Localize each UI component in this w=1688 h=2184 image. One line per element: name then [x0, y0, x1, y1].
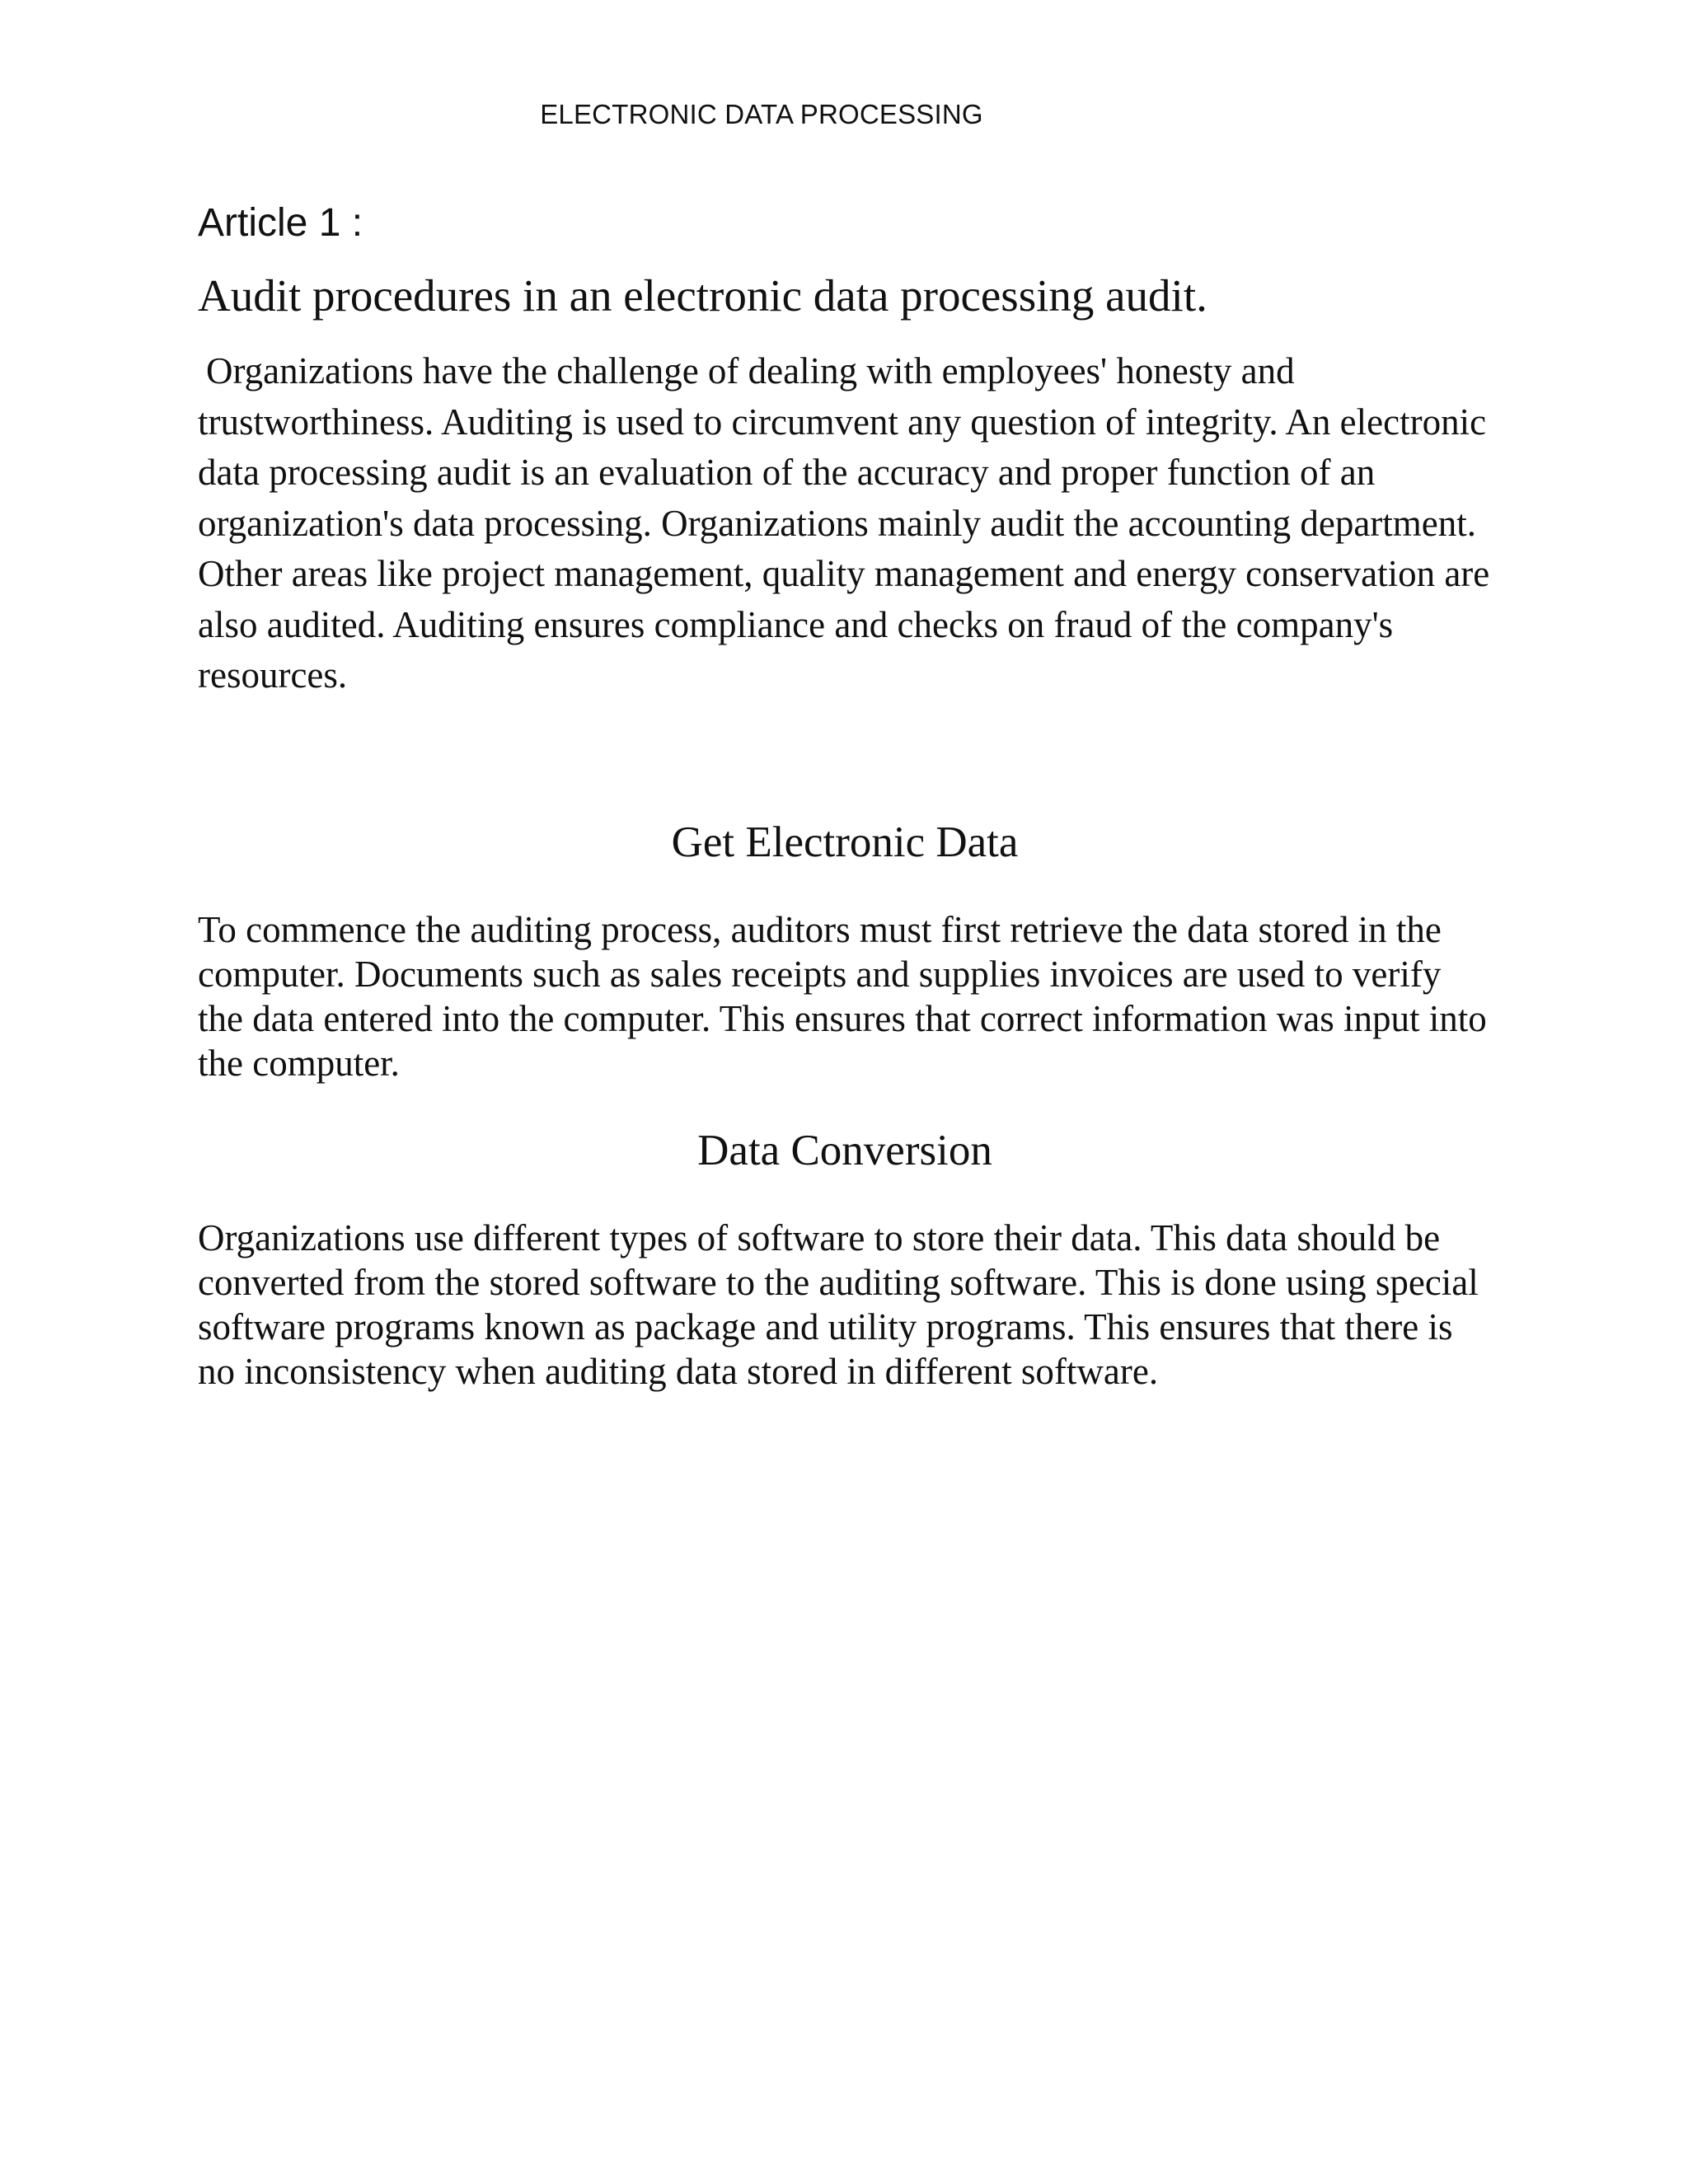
section-body-data-conversion: Organizations use different types of software to store their data. This data should be converted from the stored software to the auditing software. This is done using special software programs known as package and utility programs. This ensures that there is no inconsistency when auditing data stored in different software. [198, 1216, 1479, 1392]
section-heading-data-conversion: Data Conversion [697, 1126, 992, 1174]
section-heading-get-electronic-data: Get Electronic Data [671, 818, 1019, 866]
running-header: ELECTRONIC DATA PROCESSING [540, 99, 983, 129]
section-body-get-electronic-data: To commence the auditing process, auditors must first retrieve the data stored in the computer. Documents such as sales receipts and supplies invoices are used to verify the data entered into the computer. This ensures that correct information was input into the computer. [198, 908, 1487, 1084]
article-content [198, 198, 1492, 1394]
article-label: Article 1 : [198, 201, 363, 245]
intro-paragraph: Organizations have the challenge of dealing with employees' honesty and trustworthiness. Auditing is used to circumvent any question of integrity. An electronic data processing audit is an evaluation of the accuracy and proper function of an organization's data processing. Organizations mainly audit the accounting department. Other areas like project management, quality management and energy conservation are also audited. Auditing ensures compliance and checks on fraud of the company's resources. [198, 350, 1490, 696]
article-title: Audit procedures in an electronic data processing audit. [198, 270, 1207, 321]
